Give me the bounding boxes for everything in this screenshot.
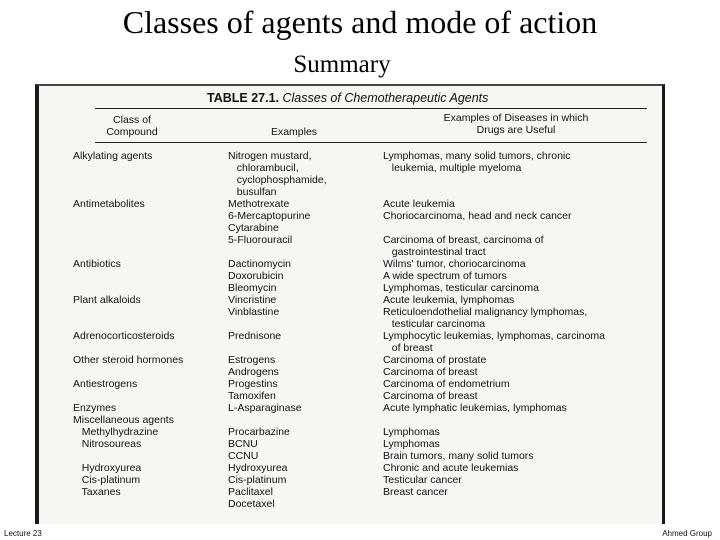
header-examples: Examples — [270, 126, 318, 138]
table-row-class: Adrenocorticosteroids — [73, 330, 175, 342]
table-row-example: Prednisone — [228, 330, 282, 342]
table-row-example: Dactinomycin — [228, 258, 292, 270]
table-row-example: Cytarabine — [228, 222, 279, 234]
table-row-disease: leukemia, multiple myeloma — [383, 162, 522, 174]
table-row-example: Nitrogen mustard, — [228, 150, 312, 162]
table-row-disease: Carcinoma of breast, carcinoma of — [383, 234, 544, 246]
table-row-example: Androgens — [228, 366, 279, 378]
table-row-example: Vinblastine — [228, 306, 280, 318]
table-row-class: Alkylating agents — [73, 150, 153, 162]
table-row-example: Methotrexate — [228, 198, 290, 210]
table-row-example: cyclophosphamide, — [228, 174, 327, 186]
table-row-class: Antiestrogens — [73, 378, 138, 390]
table-row-example: Procarbazine — [228, 426, 290, 438]
table-row-class: Hydroxyurea — [73, 462, 142, 474]
table-row-disease: Lymphocytic leukemias, lymphomas, carcinoma — [383, 330, 605, 342]
table-row-example: Tamoxifen — [228, 390, 276, 402]
table-row-class: Plant alkaloids — [73, 294, 141, 306]
table-caption — [207, 91, 488, 105]
table-row-example: Docetaxel — [228, 498, 275, 510]
footer-group: Ahmed Group — [662, 529, 712, 538]
table-row-disease: Chronic and acute leukemias — [383, 462, 519, 474]
table-row-example: Hydroxyurea — [228, 462, 288, 474]
table-row-disease: Carcinoma of endometrium — [383, 378, 510, 390]
header-diseases: Examples of Diseases in which Drugs are Useful — [443, 112, 589, 136]
table-row-disease: Lymphomas — [383, 426, 440, 438]
table-row-example: Vincristine — [228, 294, 277, 306]
table-row-class: Miscellaneous agents — [73, 414, 174, 426]
table-row-disease: gastrointestinal tract — [383, 246, 486, 258]
table-row-disease: Wilms' tumor, choriocarcinoma — [383, 258, 526, 270]
table-row-disease: Brain tumors, many solid tumors — [383, 450, 534, 462]
slide-subtitle: Summary — [293, 51, 391, 78]
table-row-example: Bleomycin — [228, 282, 277, 294]
slide-title: Classes of agents and mode of action — [122, 4, 598, 40]
table-row-disease: of breast — [383, 342, 433, 354]
table-row-class: Nitrosoureas — [73, 438, 142, 450]
table-row-example: Estrogens — [228, 354, 276, 366]
footer-lecture: Lecture 23 — [4, 529, 42, 538]
table-row-disease: Acute leukemia — [383, 198, 455, 210]
table-row-example: Paclitaxel — [228, 486, 273, 498]
table-row-disease: Choriocarcinoma, head and neck cancer — [383, 210, 572, 222]
table-row-example: 5-Fluorouracil — [228, 234, 293, 246]
table-row-disease: Breast cancer — [383, 486, 448, 498]
header-bottom-rule — [95, 142, 647, 143]
table-row-example: Progestins — [228, 378, 278, 390]
table-row-example: 6-Mercaptopurine — [228, 210, 311, 222]
table-row-disease: Acute leukemia, lymphomas — [383, 294, 515, 306]
table-caption-text: Classes of Chemotherapeutic Agents — [282, 91, 489, 105]
table-row-disease: Carcinoma of breast — [383, 390, 478, 402]
table-row-disease: Testicular cancer — [383, 474, 462, 486]
table-row-disease: Reticuloendothelial malignancy lymphomas, — [383, 306, 588, 318]
table-row-disease: Carcinoma of prostate — [383, 354, 487, 366]
table-top-rule — [95, 108, 647, 109]
table-row-disease: Lymphomas — [383, 438, 440, 450]
table-row-example: chlorambucil, — [228, 162, 299, 174]
table-row-class: Other steroid hormones — [73, 354, 184, 366]
table-row-class: Methylhydrazine — [73, 426, 159, 438]
scanned-table — [35, 84, 665, 524]
header-class: Class of Compound — [106, 114, 158, 138]
table-row-class: Enzymes — [73, 402, 117, 414]
table-row-example: L-Asparaginase — [228, 402, 302, 414]
table-row-disease: Carcinoma of breast — [383, 366, 478, 378]
table-row-disease: Lymphomas, many solid tumors, chronic — [383, 150, 571, 162]
table-row-class: Antibiotics — [73, 258, 121, 270]
table-row-disease: testicular carcinoma — [383, 318, 486, 330]
table-row-disease: Lymphomas, testicular carcinoma — [383, 282, 540, 294]
table-row-class: Antimetabolites — [73, 198, 145, 210]
table-row-example: Doxorubicin — [228, 270, 284, 282]
table-row-example: Cis-platinum — [228, 474, 287, 486]
table-row-disease: A wide spectrum of tumors — [383, 270, 507, 282]
table-row-example: BCNU — [228, 438, 258, 450]
table-row-example: CCNU — [228, 450, 259, 462]
table-row-class: Cis-platinum — [73, 474, 141, 486]
table-row-example: busulfan — [228, 186, 277, 198]
table-caption-number: TABLE 27.1. — [207, 91, 280, 105]
table-row-disease: Acute lymphatic leukemias, lymphomas — [383, 402, 567, 414]
table-row-class: Taxanes — [73, 486, 121, 498]
